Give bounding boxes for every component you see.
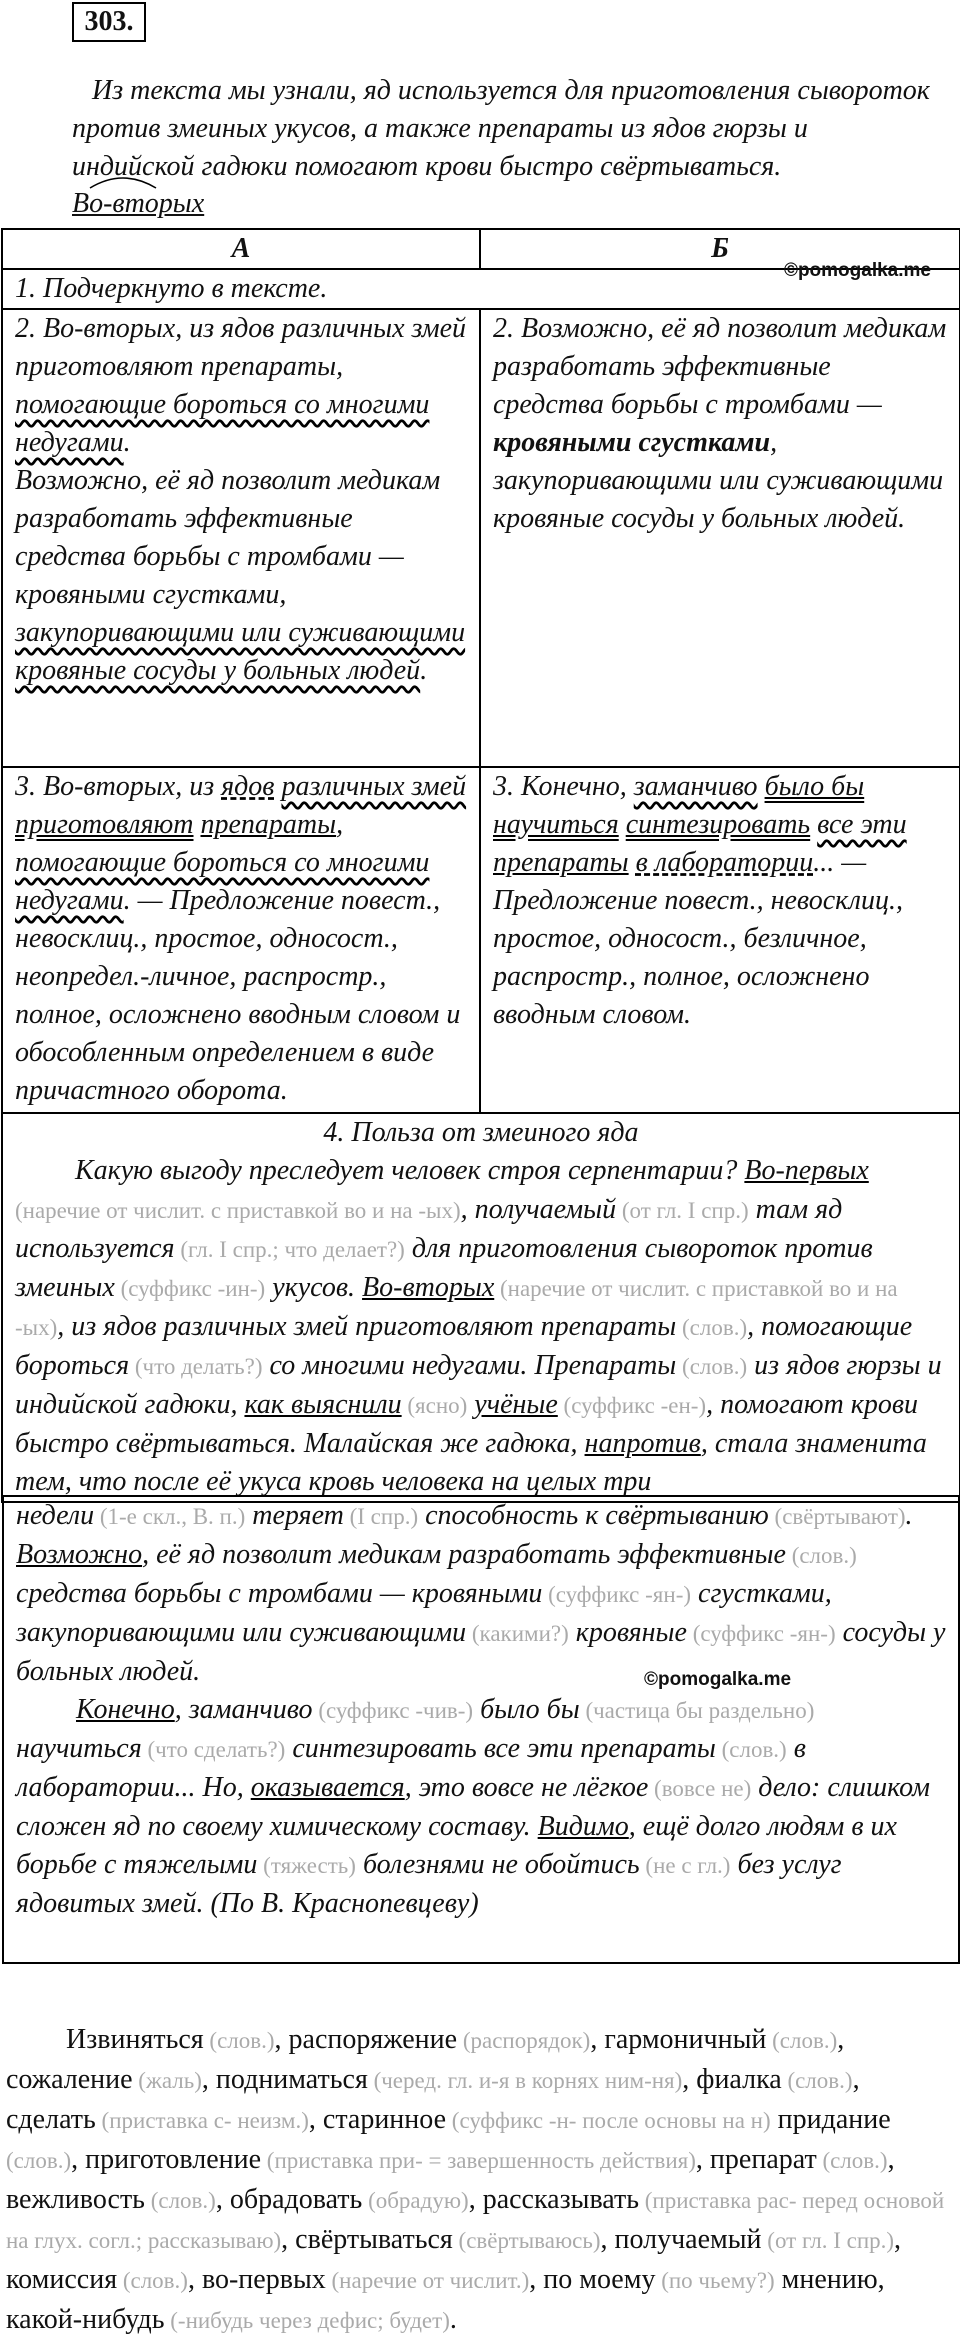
grammar-note: (распорядок) bbox=[457, 2028, 591, 2053]
grammar-note: (слов.) bbox=[766, 2028, 838, 2053]
text-segment: , её яд позволит медикам разработать эффективные bbox=[142, 1539, 786, 1570]
grammar-note: (свёртываюсь) bbox=[452, 2228, 601, 2253]
table-row bbox=[2, 1113, 960, 1502]
grammar-note: (-нибудь через дефис; будет) bbox=[164, 2308, 450, 2333]
grammar-note: (какими?) bbox=[466, 1621, 569, 1646]
text-segment: со многими недугами. Препараты bbox=[262, 1350, 677, 1381]
row3-a-cell: 3. Во-вторых, из ядов различных змей приготовляют препараты, помогающие бороться со многими недугами. — Предложение повест., невосклиц., простое, односост., неопредел.-личное, распростр., полное, осложнено вводным словом и обособленным определением в виде причастного оборота. bbox=[2, 767, 480, 1113]
text-segment: из ядов гюрзы и индийской гадюки, bbox=[15, 1350, 942, 1420]
underlined-word: Конечно bbox=[76, 1694, 175, 1725]
text-segment: было бы bbox=[473, 1694, 580, 1725]
grammar-note: (наречие от числит. с приставкой во и на -ых) bbox=[15, 1276, 898, 1340]
grammar-note: (тяжесть) bbox=[257, 1853, 356, 1878]
grammar-note: (слов.) bbox=[676, 1354, 748, 1379]
text-segment: теряет bbox=[245, 1500, 344, 1531]
grammar-note: (ясно) bbox=[401, 1393, 468, 1418]
underlined-word: Во-первых bbox=[744, 1155, 869, 1186]
grammar-note: (что делать?) bbox=[129, 1354, 263, 1379]
text-segment: , рассказывать bbox=[468, 2184, 640, 2215]
watermark: ©pomogalka.me bbox=[644, 1669, 792, 1690]
word-list-text bbox=[6, 2024, 944, 2335]
grammar-note: (слов.) bbox=[144, 2188, 216, 2213]
grammar-note: (что сделать?) bbox=[141, 1737, 286, 1762]
row2-a-cell: 2. Во-вторых, из ядов различных змей приготовляют препараты, помогающие бороться со многими недугами. Возможно, её яд позволит медикам разработать эффективные средства борьбы с тромбами — кровяными сгустками, закупоривающими или суживающими кровяные сосуды у больных людей. bbox=[2, 309, 480, 767]
text-segment: без услуг ядовитых змей. (По В. Краснопевцеву) bbox=[16, 1849, 842, 1919]
grammar-note: (вовсе не) bbox=[648, 1776, 752, 1801]
text-segment: , сделать bbox=[6, 2064, 860, 2135]
grammar-note: (суффикс -ен-) bbox=[557, 1393, 707, 1418]
grammar-note: (наречие от числит.) bbox=[325, 2268, 530, 2293]
exercise-number: 303. bbox=[72, 2, 146, 42]
parsed-word bbox=[72, 188, 204, 220]
text-segment: , это вовсе не лёгкое bbox=[404, 1772, 649, 1803]
text-segment: , помогающие бороться bbox=[15, 1311, 913, 1381]
text-segment: , заманчиво bbox=[174, 1694, 313, 1725]
text-segment: дело: слишком сложен яд по своему химическому составу. bbox=[16, 1772, 930, 1842]
grammar-note: (I спр.) bbox=[343, 1504, 419, 1529]
intro-paragraph bbox=[72, 72, 932, 186]
underlined-word: как выяснили bbox=[244, 1389, 402, 1420]
text-segment: , обрадовать bbox=[215, 2184, 363, 2215]
grammar-note: (слов.) bbox=[781, 2068, 853, 2093]
grammar-note: (свёртывают) bbox=[768, 1504, 906, 1529]
text-segment: недели bbox=[16, 1500, 95, 1531]
text-segment: мнению, какой-нибудь bbox=[6, 2264, 885, 2335]
continuation-box bbox=[2, 1495, 960, 1964]
underlined-word: оказывается bbox=[250, 1772, 405, 1803]
grammar-note: (по чьему?) bbox=[655, 2268, 775, 2293]
grammar-note: (слов.) bbox=[117, 2268, 188, 2293]
grammar-note: (от гл. I спр.) bbox=[761, 2228, 895, 2253]
text-segment: способность к свёртыванию bbox=[418, 1500, 769, 1531]
text-segment: , помогают крови быстро свёртываться. Малайская же гадюка, bbox=[15, 1389, 919, 1459]
watermark: ©pomogalka.me bbox=[783, 260, 931, 281]
grammar-note: (обрадую) bbox=[362, 2188, 469, 2213]
text-segment: , из ядов различных змей приготовляют препараты bbox=[57, 1311, 677, 1342]
underlined-word: учёные bbox=[474, 1389, 558, 1420]
text-segment: , получаемый bbox=[460, 1194, 617, 1225]
grammar-note: (наречие от числит. с приставкой во и на -ых) bbox=[15, 1198, 461, 1223]
column-b-header: Б ©pomogalka.me bbox=[480, 229, 960, 269]
grammar-note: (приставка рас- перед основой на глух. согл.; рассказываю) bbox=[6, 2188, 945, 2253]
grammar-note: (гл. I спр.; что делает?) bbox=[174, 1237, 405, 1262]
text-segment: придание bbox=[770, 2104, 891, 2135]
row3-b-cell: 3. Конечно, заманчиво было бы научиться синтезировать все эти препараты в лаборатории... — Предложение повест., невосклиц., простое, односост., безличное, распростр., полное, осложнено вводным словом. bbox=[480, 767, 960, 1113]
text-segment: , получаемый bbox=[600, 2224, 762, 2255]
text-segment: , по моему bbox=[529, 2264, 656, 2295]
grammar-note: (черед. гл. и-я в корнях ним-ня) bbox=[367, 2068, 683, 2093]
text-segment: , вежливость bbox=[6, 2144, 895, 2215]
table-row bbox=[2, 309, 960, 767]
row4-text bbox=[15, 1152, 947, 1501]
text-segment: , фиалка bbox=[682, 2064, 782, 2095]
text-segment: , сожаление bbox=[6, 2024, 845, 2095]
grammar-note: (суффикс -чив-) bbox=[312, 1698, 474, 1723]
grammar-note: (суффикс -ин-) bbox=[114, 1276, 266, 1301]
grammar-note: (от гл. I спр.) bbox=[616, 1198, 749, 1223]
text-segment: , подниматься bbox=[201, 2064, 368, 2095]
text-segment: , старинное bbox=[308, 2104, 447, 2135]
table-header-row bbox=[2, 229, 960, 269]
grammar-note: (суффикс -ян-) bbox=[542, 1582, 692, 1607]
text-segment: кровяные bbox=[568, 1617, 687, 1648]
text-segment: , комиссия bbox=[6, 2224, 902, 2295]
grammar-note: (слов.) bbox=[715, 1737, 787, 1762]
grammar-note: (слов.) bbox=[785, 1543, 857, 1568]
grammar-note: (жаль) bbox=[132, 2068, 202, 2093]
row1-cell: 1. Подчеркнуто в тексте. bbox=[2, 269, 960, 309]
table-row bbox=[2, 767, 960, 1113]
text-segment: укусов. bbox=[265, 1272, 363, 1303]
text-segment: , приготовление bbox=[71, 2144, 262, 2175]
continuation-paragraph-2 bbox=[4, 1691, 958, 1923]
text-segment: научиться bbox=[16, 1733, 142, 1764]
text-segment: , препарат bbox=[695, 2144, 817, 2175]
word-list bbox=[6, 2020, 951, 2340]
text-segment: , во-первых bbox=[187, 2264, 326, 2295]
grammar-note: (слов.) bbox=[203, 2028, 275, 2053]
text-segment: . bbox=[449, 2304, 457, 2335]
text-segment: , стала знаменита тем, что после её укуса кровь человека на целых три bbox=[15, 1428, 927, 1497]
underlined-word: Во-вторых bbox=[362, 1272, 495, 1303]
grammar-note: (1-е скл., В. п.) bbox=[94, 1504, 246, 1529]
text-segment: для приготовления сывороток против змеиных bbox=[15, 1233, 873, 1303]
grammar-note: (частица бы раздельно) bbox=[579, 1698, 815, 1723]
continuation-paragraph-1 bbox=[4, 1497, 958, 1691]
underlined-word: Возможно bbox=[16, 1539, 143, 1570]
text-segment: синтезировать все эти препараты bbox=[285, 1733, 716, 1764]
text-segment: . bbox=[905, 1500, 913, 1531]
text-segment: , гармоничный bbox=[590, 2024, 767, 2055]
row2-b-cell: 2. Возможно, её яд позволит медикам разработать эффективные средства борьбы с тромбами — кровяными сгустками, закупоривающими или суживающими кровяные сосуды у больных людей. bbox=[480, 309, 960, 767]
grammar-note: (слов.) bbox=[816, 2148, 888, 2173]
row4-title: 4. Польза от змеиного яда bbox=[323, 1117, 639, 1148]
text-segment: там яд используется bbox=[15, 1194, 843, 1264]
analysis-table bbox=[1, 228, 960, 1503]
text-segment: сгустками, закупоривающими или суживающими bbox=[16, 1578, 832, 1648]
text-segment: Какую выгоду преследует человек строя серпентарии? bbox=[75, 1155, 745, 1186]
text-segment: сосуды у больных людей. bbox=[16, 1617, 946, 1687]
row4-cell bbox=[2, 1113, 960, 1502]
grammar-note: (слов.) bbox=[6, 2148, 72, 2173]
text-segment: , ещё долго людям в их борьбе с тяжелыми bbox=[16, 1811, 897, 1880]
text-segment: болезнями не обойтись bbox=[355, 1849, 640, 1880]
grammar-note: (суффикс -н- после основы на н) bbox=[446, 2108, 771, 2133]
underlined-word: напротив bbox=[584, 1428, 701, 1459]
intro-text: Из текста мы узнали, яд используется для приготовления сывороток против змеиных укусов, а также препараты из ядов гюрзы и индийской гадюки помогают крови быстро свёртываться. bbox=[72, 75, 930, 182]
text-segment: в лаборатории... Но, bbox=[16, 1733, 806, 1803]
text-segment: , свёртываться bbox=[281, 2224, 453, 2255]
parsed-word-text: Во-вторых bbox=[72, 188, 205, 219]
root-arc-icon bbox=[88, 174, 158, 190]
text-segment: Извиняться bbox=[66, 2024, 204, 2055]
text-segment: , распоряжение bbox=[274, 2024, 458, 2055]
grammar-note: (слов.) bbox=[676, 1315, 748, 1340]
analysis-table-wrap bbox=[0, 228, 960, 1503]
grammar-note: (суффикс -ян-) bbox=[686, 1621, 836, 1646]
text-segment: средства борьбы с тромбами — кровяными bbox=[16, 1578, 543, 1609]
grammar-note: (приставка с- неизм.) bbox=[95, 2108, 309, 2133]
underlined-word: Видимо bbox=[537, 1811, 629, 1842]
column-a-header: А bbox=[2, 229, 480, 269]
grammar-note: (не с гл.) bbox=[639, 1853, 731, 1878]
grammar-note: (приставка при- = завершенность действия) bbox=[261, 2148, 696, 2173]
